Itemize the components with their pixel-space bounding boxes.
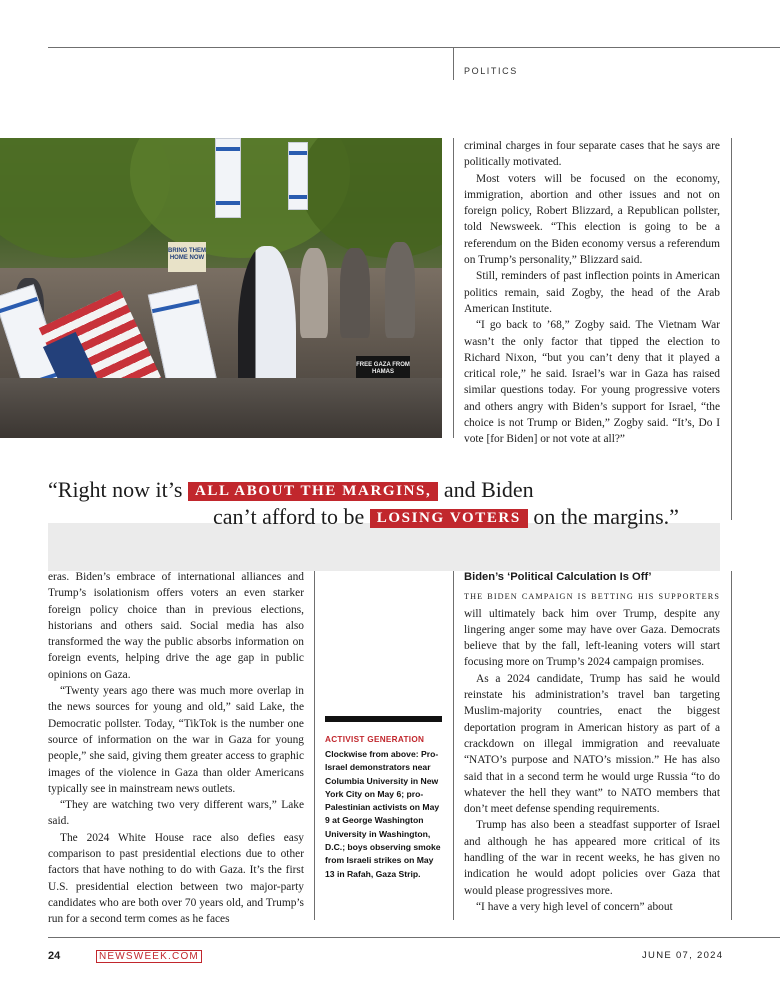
column-rule-left xyxy=(314,571,315,920)
header-divider xyxy=(453,47,454,80)
paragraph: criminal charges in four separate cases that he says are politically motivated. xyxy=(464,140,720,169)
pullquote-text: on the margins.” xyxy=(533,504,679,529)
free-gaza-sign: FREE GAZA FROM HAMAS xyxy=(356,356,410,392)
article-column-upper xyxy=(464,138,720,448)
section-label: POLITICS xyxy=(464,66,518,76)
paragraph xyxy=(464,588,720,670)
issue-date: JUNE 07, 2024 xyxy=(642,950,724,961)
article-column-left xyxy=(48,569,304,928)
rally-photo xyxy=(0,138,442,438)
paragraph: “They are watching two very different wars,” Lake said. xyxy=(48,799,304,828)
pullquote-text: and Biden xyxy=(443,477,534,502)
paragraph: As a 2024 candidate, Trump has said he would reinstate his administration’s travel ban targeting Muslim-majority countries, enact the biggest deportation program in American history as part of a crackdown on illegal immigration and reevaluate “NATO’s purpose and NATO’s mission.” He has also said that in a second term he would urge Russia “to do whatever the hell they want” to NATO members that don’t meet defense spending requirements. xyxy=(464,672,720,816)
caption-bar xyxy=(325,716,442,722)
pullquote-highlight: ALL ABOUT THE MARGINS, xyxy=(188,482,438,501)
article-column-right xyxy=(464,569,720,915)
paragraph: “Twenty years ago there was much more overlap in the news sources for young and old,” said Lake, the Democratic pollster. Today, “TikTok is the number one source of information on the war in Gaza for young people,” she said, giving them greater access to graphic images of the violence in Gaza than older Americans typically see in mainstream news outlets. xyxy=(48,685,304,795)
page-number: 24 xyxy=(48,950,61,962)
page-edge-rule xyxy=(731,138,732,520)
pullquote-line-1 xyxy=(48,476,534,505)
top-rule xyxy=(48,47,780,48)
pullquote-line-2 xyxy=(213,503,679,532)
page-edge-rule-lower xyxy=(731,571,732,920)
bring-them-home-sign: BRING THEM HOME NOW xyxy=(168,242,206,272)
column-rule-right xyxy=(453,571,454,920)
paragraph: eras. Biden’s embrace of international alliances and Trump’s isolationism offers voters an even starker foreign policy choice than in previous elections, historians and others said. Social media has also transformed the way the public absorbs information on foreign events, helping drive the age gap in public opinions on Gaza. xyxy=(48,571,304,681)
lead-in: THE BIDEN CAMPAIGN IS BETTING HIS SUPPORTERS xyxy=(464,592,720,602)
pullquote-text: can’t afford to be xyxy=(213,504,365,529)
paragraph: Trump has also been a steadfast supporter of Israel and although he has appeared more critical of its handling of the war in recent weeks, he has given no indication he would adopt policies over Gaza that would please progressives more. xyxy=(464,819,720,897)
paragraph: The 2024 White House race also defies easy comparison to past presidential elections due to other factors that have nothing to do with Gaza. It’s the first U.S. presidential election between two major-party candidates who are both over 70 years old, and Trump’s run for a second term comes as he faces xyxy=(48,831,304,926)
site-link[interactable]: NEWSWEEK.COM xyxy=(96,950,202,963)
paragraph: Most voters will be focused on the economy, immigration, abortion and other issues and not on foreign policy, Robert Blizzard, a Republican pollster, told Newsweek. “This election is going to be a referendum on the Biden economy versus a referendum on Trump’s personality,” Blizzard said. xyxy=(464,172,720,267)
paragraph: “I go back to ’68,” Zogby said. The Vietnam War wasn’t the only factor that tipped the election to Richard Nixon, “but you can’t deny that it played a critical role,” he said. Israel’s war in Gaza has raised similar questions today. For young progressive voters and others angry with Biden’s support for Israel, “the choice is not Trump or Biden,” Zogby said. “It’s, Do I vote [for Biden] or not vote at all?” xyxy=(464,319,720,446)
paragraph: “I have a very high level of concern” about xyxy=(476,900,673,913)
subhead: Biden’s ‘Political Calculation Is Off’ xyxy=(464,571,652,583)
caption-text: Clockwise from above: Pro-Israel demonstrators near Columbia University in New York City on May 6; pro-Palestinian activists on May 9 at George Washington University in Washington, D.C.; boys observing smoke from Israeli strikes on May 13 in Rafah, Gaza Strip. xyxy=(325,749,441,879)
paragraph: Still, reminders of past inflection points in American politics remain, said Zogby, the head of the Arab American Institute. xyxy=(464,270,720,315)
pullquote-highlight: LOSING VOTERS xyxy=(370,509,528,528)
caption-heading: ACTIVIST GENERATION xyxy=(325,735,425,744)
pullquote-text: “Right now it’s xyxy=(48,477,183,502)
footer-rule xyxy=(48,937,780,938)
column-rule-upper xyxy=(453,138,454,438)
paragraph-text: will ultimately back him over Trump, despite any lingering anger some may have over Gaza. Democrats believe that by the fall, left-leaning voters will start focusing more on Trump’s 2024 campaign promises. xyxy=(464,607,720,669)
